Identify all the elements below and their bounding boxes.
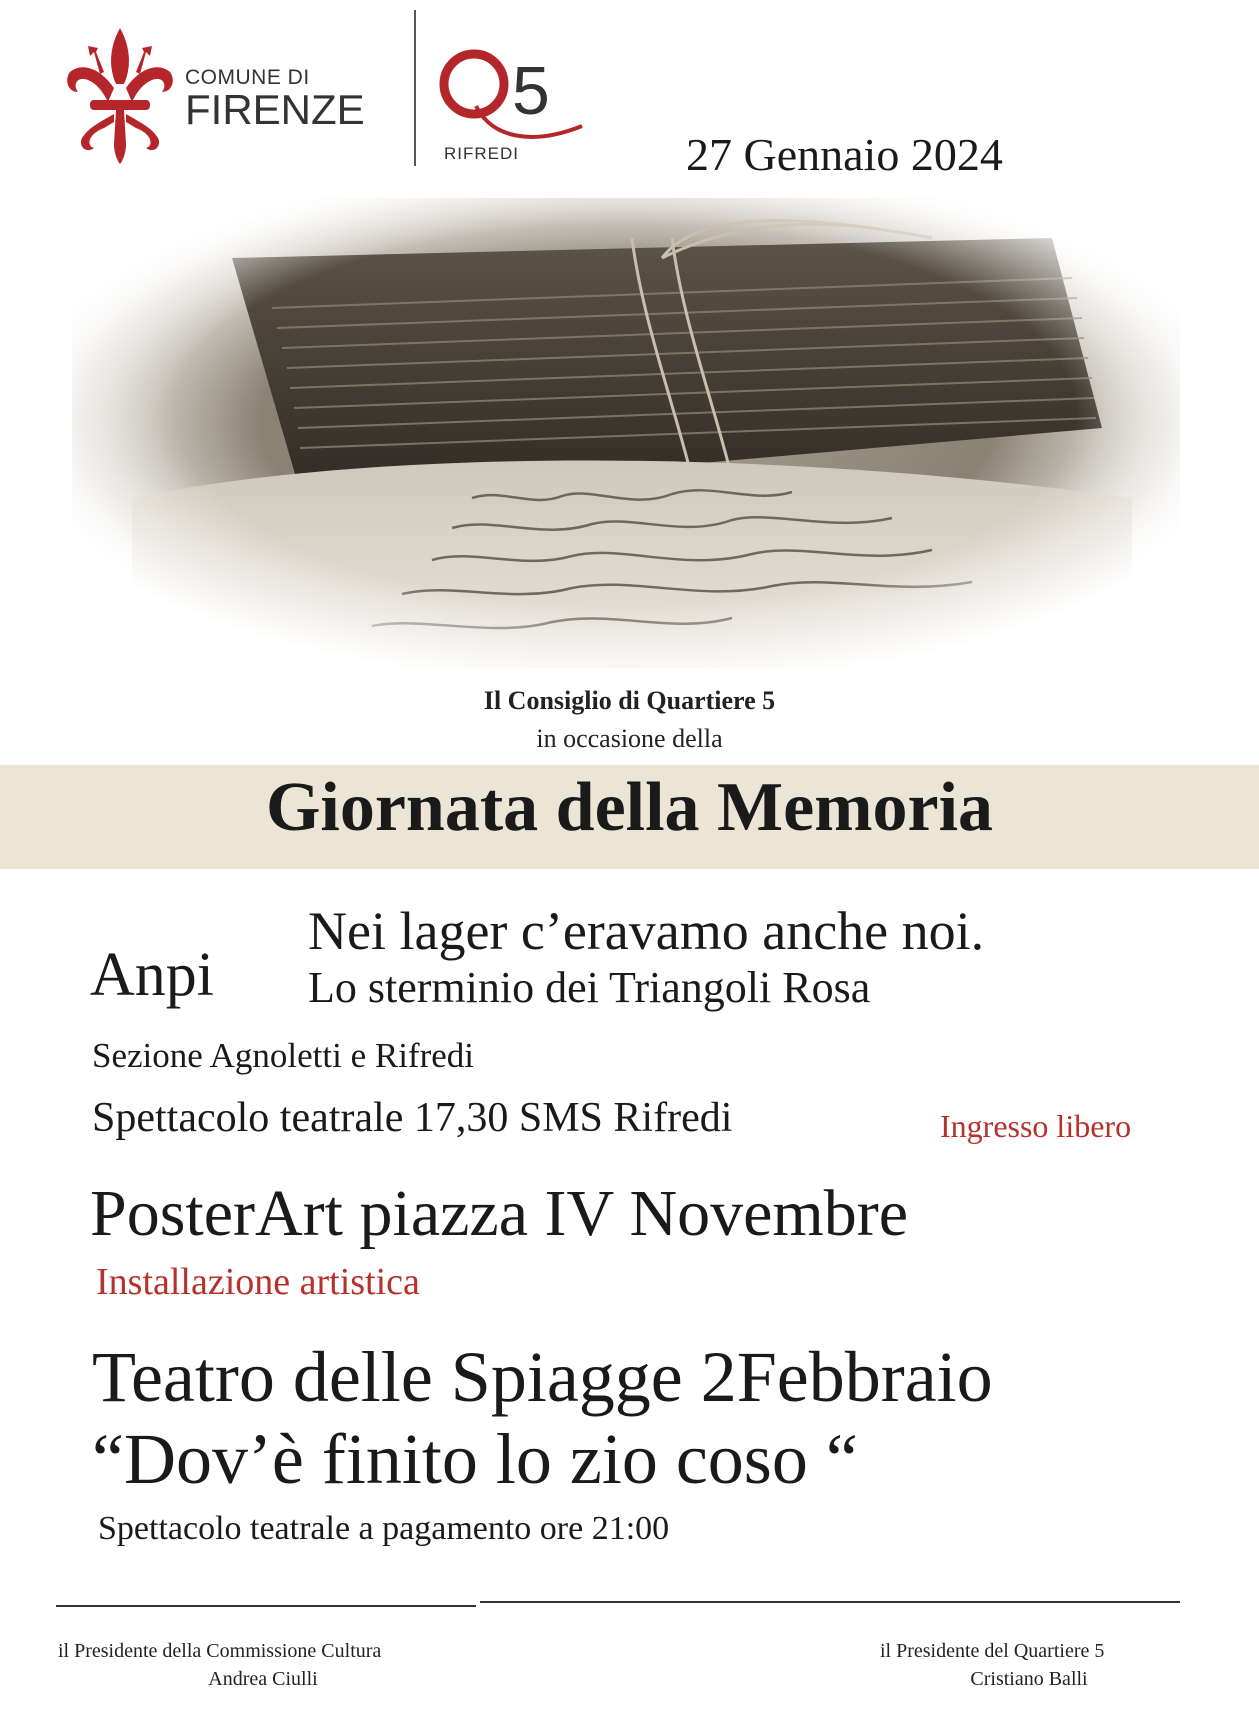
event-date: 27 Gennaio 2024 — [686, 129, 1003, 180]
comune-label: COMUNE DI — [185, 66, 310, 89]
event1-subtitle: Lo sterminio dei Triangoli Rosa — [308, 963, 871, 1012]
svg-text:5: 5 — [512, 53, 550, 129]
event3-title: Teatro delle Spiagge 2Febbraio — [92, 1337, 993, 1417]
signatory-left-role: il Presidente della Commissione Cultura — [58, 1640, 382, 1662]
event1-details: Spettacolo teatrale 17,30 SMS Rifredi — [92, 1095, 733, 1141]
event2-note: Installazione artistica — [96, 1261, 420, 1303]
occasion-line: in occasione della — [536, 724, 723, 753]
event2-title: PosterArt piazza IV Novembre — [90, 1177, 909, 1250]
firenze-label: FIRENZE — [185, 86, 365, 133]
page-title: Giornata della Memoria — [265, 769, 994, 846]
logo-divider — [414, 10, 416, 166]
signatory-left-name: Andrea Ciulli — [208, 1668, 318, 1690]
letters-bundle-image — [72, 198, 1180, 668]
event3-subtitle: “Dov’è finito lo zio coso “ — [92, 1419, 858, 1499]
organizer-line: Il Consiglio di Quartiere 5 — [483, 686, 776, 715]
event1-note: Ingresso libero — [940, 1108, 1132, 1144]
signatory-right-name: Cristiano Balli — [970, 1668, 1088, 1690]
comune-di-firenze-logo-text — [185, 66, 395, 134]
florence-lily-icon — [60, 22, 180, 167]
anpi-label: Anpi — [90, 941, 214, 1009]
footer-divider-left — [56, 1605, 476, 1607]
anpi-section: Sezione Agnoletti e Rifredi — [92, 1036, 474, 1075]
quartiere-name: RIFREDI — [444, 144, 519, 163]
signatory-right-role: il Presidente del Quartiere 5 — [880, 1640, 1105, 1662]
event3-details: Spettacolo teatrale a pagamento ore 21:00 — [98, 1510, 670, 1547]
event1-title: Nei lager c’eravamo anche noi. — [308, 901, 985, 961]
footer-divider-right — [480, 1601, 1180, 1603]
q5-logo-icon — [432, 42, 592, 152]
